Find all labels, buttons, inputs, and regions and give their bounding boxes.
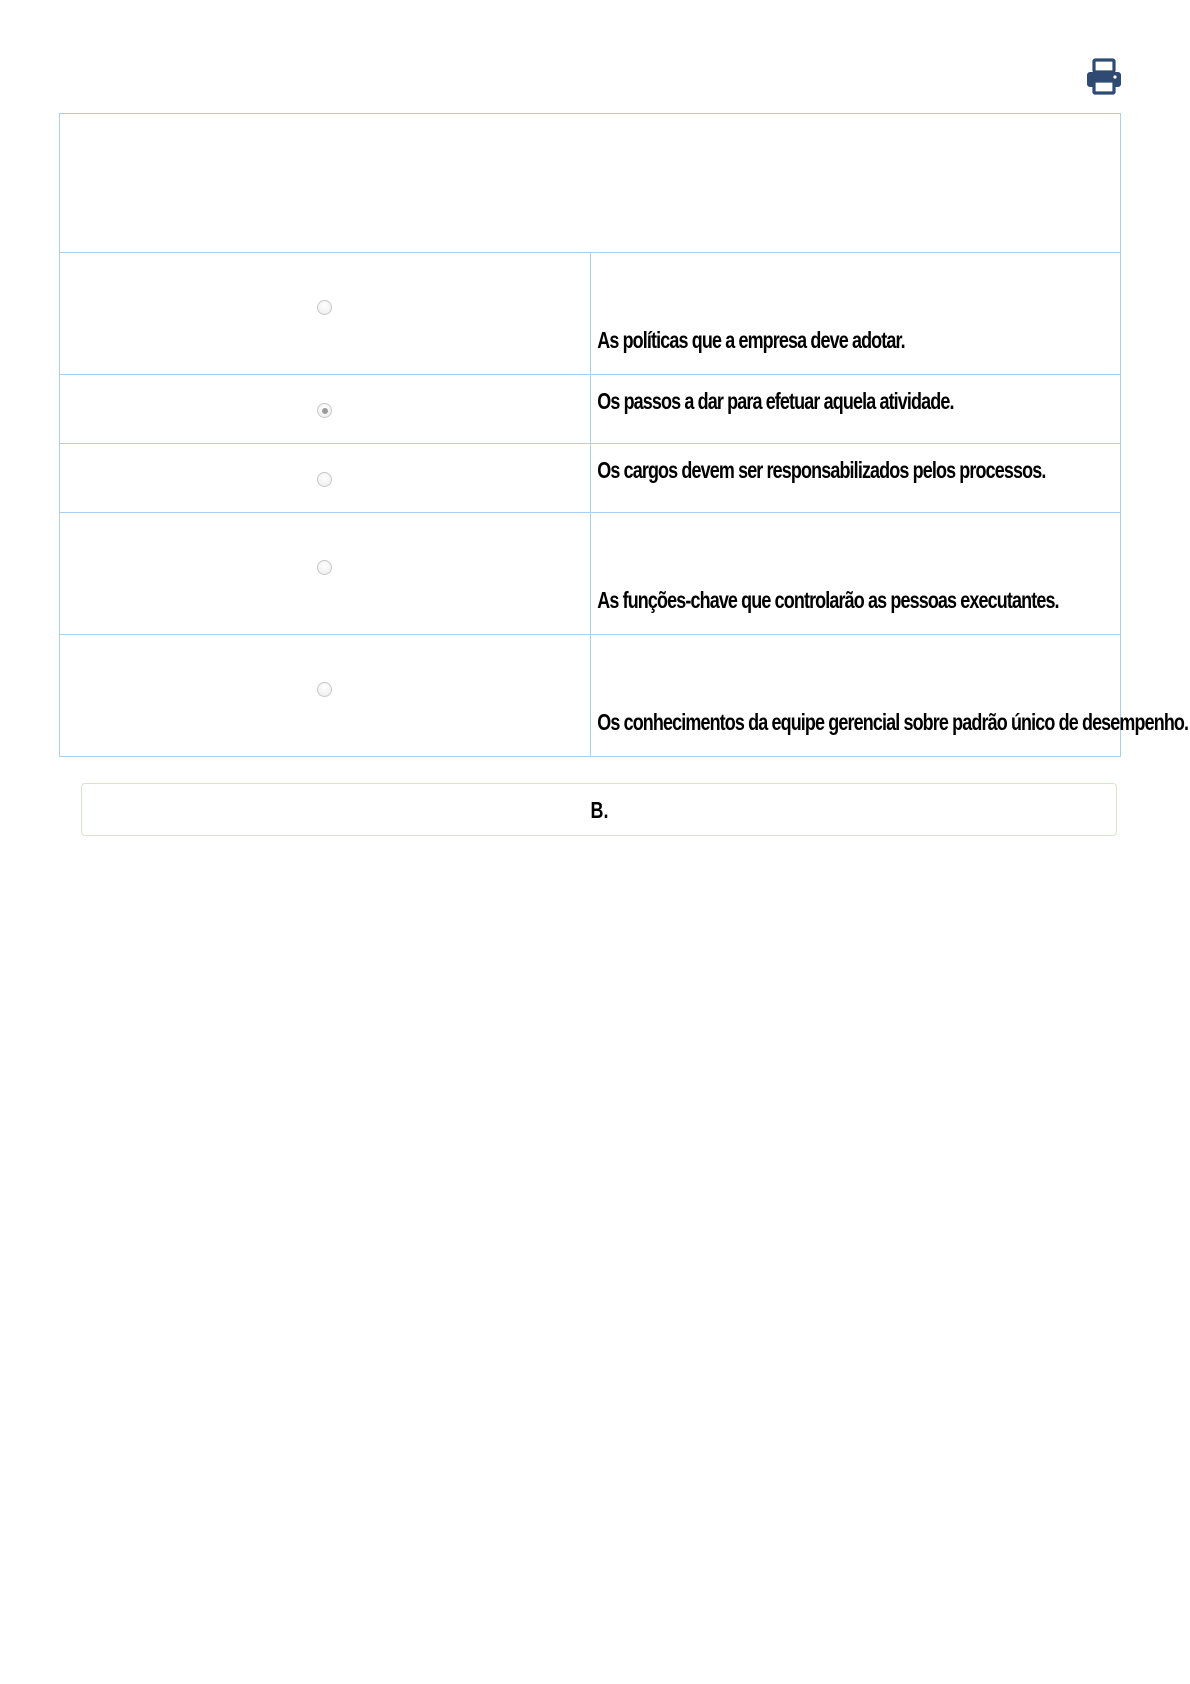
- option-row-d[interactable]: [60, 513, 1121, 635]
- print-button[interactable]: [1085, 58, 1123, 96]
- option-radio-b[interactable]: [317, 403, 332, 418]
- question-table: [59, 113, 1188, 757]
- option-label-a: As políticas que a empresa deve adotar.: [596, 327, 905, 353]
- answer-key-label: B.: [590, 797, 608, 823]
- option-label-c: Os cargos devem ser responsabilizados pelos processos.: [596, 457, 1045, 483]
- option-row-b[interactable]: [60, 375, 1121, 444]
- option-radio-e[interactable]: [317, 682, 332, 697]
- option-radio-d[interactable]: [317, 560, 332, 575]
- option-row-c[interactable]: [60, 444, 1121, 513]
- question-stem: [60, 114, 1121, 253]
- option-label-d: As funções-chave que controlarão as pessoas executantes.: [596, 587, 1059, 613]
- option-radio-a[interactable]: [317, 300, 332, 315]
- option-row-a[interactable]: [60, 253, 1121, 375]
- option-label-e: Os conhecimentos da equipe gerencial sobre padrão único de desempenho.: [596, 709, 1188, 735]
- option-label-b: Os passos a dar para efetuar aquela atividade.: [596, 388, 954, 414]
- option-row-e[interactable]: [60, 635, 1121, 757]
- printer-icon: [1085, 58, 1123, 96]
- answer-key-box: [81, 783, 1117, 836]
- option-radio-c[interactable]: [317, 472, 332, 487]
